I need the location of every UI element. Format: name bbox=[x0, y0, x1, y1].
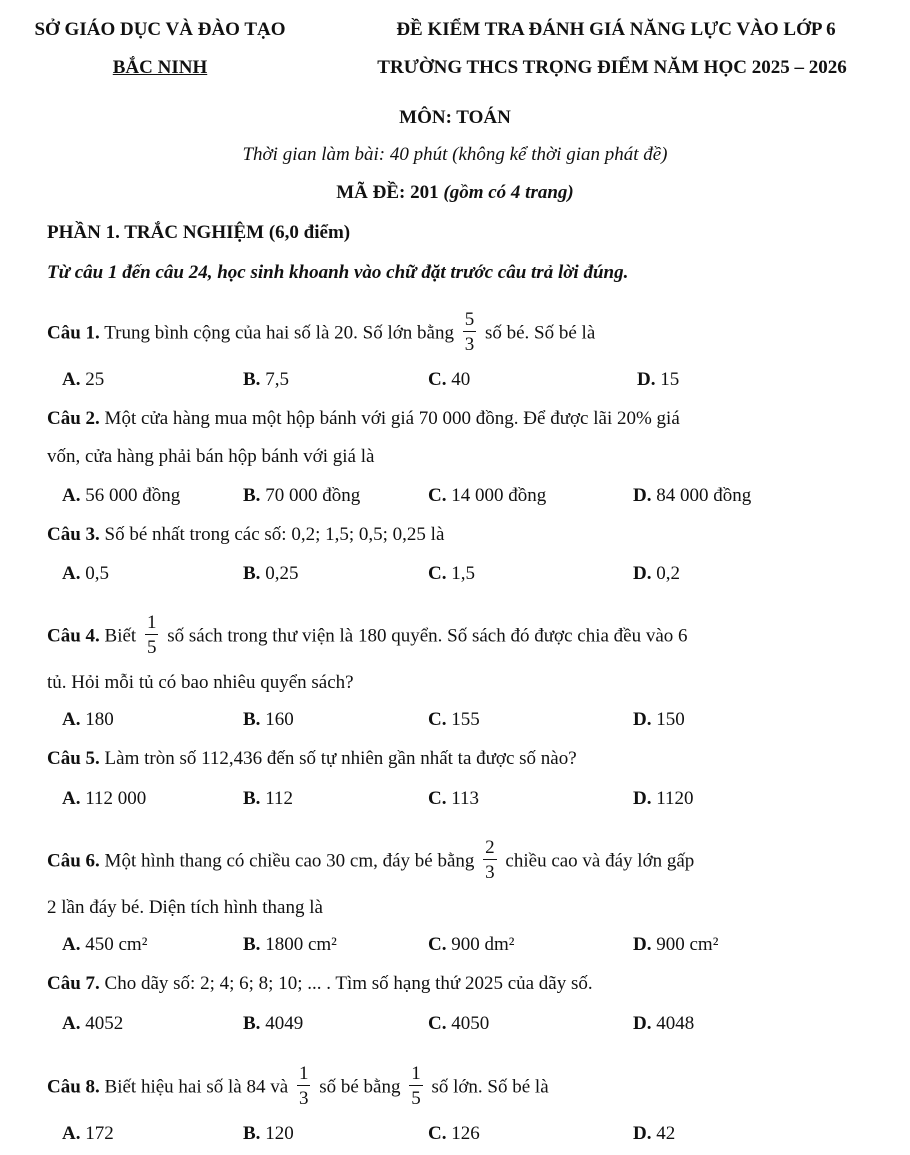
question-text: Biết hiệu hai số là 84 và bbox=[104, 1076, 289, 1098]
options-q5 bbox=[62, 789, 842, 813]
option-a[interactable]: A. 180 bbox=[62, 709, 114, 730]
subject-title: MÔN: TOÁN bbox=[399, 107, 511, 128]
fraction-denominator: 3 bbox=[464, 334, 475, 355]
department-name: SỞ GIÁO DỤC VÀ ĐÀO TẠO bbox=[34, 19, 286, 40]
question-label: Câu 2. bbox=[47, 408, 100, 429]
fraction-denominator: 5 bbox=[411, 1088, 421, 1109]
option-d[interactable]: D. 15 bbox=[637, 369, 680, 390]
fraction-numerator: 5 bbox=[464, 309, 475, 330]
option-c[interactable]: C. 1,5 bbox=[428, 563, 475, 584]
option-b[interactable]: B. 112 bbox=[243, 788, 293, 809]
question-text: Trung bình cộng của hai số là 20. Số lớn bằng bbox=[104, 322, 454, 344]
option-c[interactable]: C. 4050 bbox=[428, 1013, 490, 1034]
option-a[interactable]: A. 4052 bbox=[62, 1013, 124, 1034]
fraction-denominator: 3 bbox=[298, 1088, 309, 1109]
option-d[interactable]: D. 84 000 đồng bbox=[633, 485, 752, 506]
options-q4 bbox=[62, 710, 842, 734]
section-instruction: Từ câu 1 đến câu 24, học sinh khoanh vào chữ đặt trước câu trả lời đúng. bbox=[47, 262, 629, 283]
question-text: Một cửa hàng mua một hộp bánh với giá 70 000 đồng. Để được lãi 20% giá bbox=[104, 408, 680, 429]
fraction-2 bbox=[409, 1064, 423, 1108]
question-text: Số bé nhất trong các số: 0,2; 1,5; 0,5; 0,25 là bbox=[104, 524, 445, 545]
question-text: Biết bbox=[104, 625, 137, 647]
fraction bbox=[483, 838, 497, 882]
options-q1 bbox=[62, 370, 842, 394]
option-d[interactable]: D. 150 bbox=[633, 709, 685, 730]
options-q7 bbox=[62, 1014, 842, 1038]
question-6 bbox=[47, 837, 695, 884]
question-label: Câu 7. bbox=[47, 973, 100, 994]
option-a[interactable]: A. 172 bbox=[62, 1123, 114, 1144]
option-c[interactable]: C. 40 bbox=[428, 369, 471, 390]
page-count: (gồm có 4 trang) bbox=[443, 182, 574, 203]
option-a[interactable]: A. 450 cm² bbox=[62, 934, 148, 955]
exam-code: MÃ ĐỀ: 201 bbox=[336, 182, 439, 203]
question-label: Câu 4. bbox=[47, 625, 100, 647]
option-c[interactable]: C. 900 dm² bbox=[428, 934, 515, 955]
fraction-numerator: 1 bbox=[298, 1063, 309, 1084]
exam-title: ĐỀ KIỂM TRA ĐÁNH GIÁ NĂNG LỰC VÀO LỚP 6 bbox=[396, 19, 836, 40]
question-label: Câu 1. bbox=[47, 322, 100, 344]
option-d[interactable]: D. 4048 bbox=[633, 1013, 695, 1034]
question-text-cont: số sách trong thư viện là 180 quyển. Số sách đó được chia đều vào 6 bbox=[167, 625, 688, 647]
question-label: Câu 8. bbox=[47, 1076, 100, 1098]
option-c[interactable]: C. 155 bbox=[428, 709, 480, 730]
option-c[interactable]: C. 113 bbox=[428, 788, 480, 809]
question-label: Câu 5. bbox=[47, 748, 100, 769]
question-text: Làm tròn số 112,436 đến số tự nhiên gần nhất ta được số nào? bbox=[104, 748, 577, 769]
option-b[interactable]: B. 70 000 đồng bbox=[243, 485, 361, 506]
option-c[interactable]: C. 14 000 đồng bbox=[428, 485, 547, 506]
section-title: PHẦN 1. TRẮC NGHIỆM (6,0 điểm) bbox=[47, 222, 351, 243]
question-label: Câu 6. bbox=[47, 850, 100, 872]
question-2-line2: vốn, cửa hàng phải bán hộp bánh với giá là bbox=[47, 446, 375, 467]
question-5 bbox=[47, 749, 577, 768]
question-6-line2: 2 lần đáy bé. Diện tích hình thang là bbox=[47, 897, 323, 918]
question-text-end: số lớn. Số bé là bbox=[431, 1076, 549, 1098]
option-b[interactable]: B. 120 bbox=[243, 1123, 294, 1144]
option-d[interactable]: D. 0,2 bbox=[633, 563, 680, 584]
question-2 bbox=[47, 409, 680, 428]
option-a[interactable]: A. 112 000 bbox=[62, 788, 147, 809]
option-d[interactable]: D. 1120 bbox=[633, 788, 694, 809]
option-a[interactable]: A. 56 000 đồng bbox=[62, 485, 181, 506]
time-note: Thời gian làm bài: 40 phút (không kể thời gian phát đề) bbox=[242, 144, 668, 165]
option-d[interactable]: D. 42 bbox=[633, 1123, 676, 1144]
options-q3 bbox=[62, 564, 842, 588]
fraction-denominator: 3 bbox=[485, 862, 495, 883]
fraction-numerator: 1 bbox=[411, 1063, 421, 1084]
fraction-numerator: 2 bbox=[485, 837, 495, 858]
province-name: BẮC NINH bbox=[112, 57, 208, 78]
fraction-numerator: 1 bbox=[146, 612, 157, 633]
option-a[interactable]: A. 25 bbox=[62, 369, 105, 390]
exam-code-line bbox=[0, 182, 910, 204]
options-q2 bbox=[62, 486, 842, 510]
option-b[interactable]: B. 160 bbox=[243, 709, 294, 730]
option-d[interactable]: D. 900 cm² bbox=[633, 934, 719, 955]
options-q8 bbox=[62, 1124, 842, 1148]
question-text: Cho dãy số: 2; 4; 6; 8; 10; ... . Tìm số hạng thứ 2025 của dãy số. bbox=[104, 973, 593, 994]
fraction-denominator: 5 bbox=[146, 637, 157, 658]
question-4-line2: tủ. Hỏi mỗi tủ có bao nhiêu quyển sách? bbox=[47, 672, 354, 693]
question-label: Câu 3. bbox=[47, 524, 100, 545]
question-7 bbox=[47, 974, 593, 993]
question-text: Một hình thang có chiều cao 30 cm, đáy bé bằng bbox=[104, 850, 475, 872]
option-b[interactable]: B. 0,25 bbox=[243, 563, 299, 584]
option-b[interactable]: B. 7,5 bbox=[243, 369, 289, 390]
option-a[interactable]: A. 0,5 bbox=[62, 563, 109, 584]
question-4 bbox=[47, 612, 688, 659]
question-1 bbox=[47, 309, 596, 356]
option-c[interactable]: C. 126 bbox=[428, 1123, 480, 1144]
school-title: TRƯỜNG THCS TRỌNG ĐIỂM NĂM HỌC 2025 – 2026 bbox=[377, 57, 847, 78]
question-8 bbox=[47, 1063, 549, 1110]
fraction bbox=[297, 1064, 311, 1108]
fraction bbox=[145, 613, 159, 657]
option-b[interactable]: B. 4049 bbox=[243, 1013, 304, 1034]
question-3 bbox=[47, 525, 444, 544]
question-text-cont: số bé. Số bé là bbox=[484, 322, 596, 344]
question-text-cont: chiều cao và đáy lớn gấp bbox=[505, 850, 695, 872]
option-b[interactable]: B. 1800 cm² bbox=[243, 934, 337, 955]
fraction bbox=[463, 310, 477, 354]
question-text-cont: số bé bằng bbox=[319, 1076, 401, 1098]
options-q6 bbox=[62, 935, 842, 959]
